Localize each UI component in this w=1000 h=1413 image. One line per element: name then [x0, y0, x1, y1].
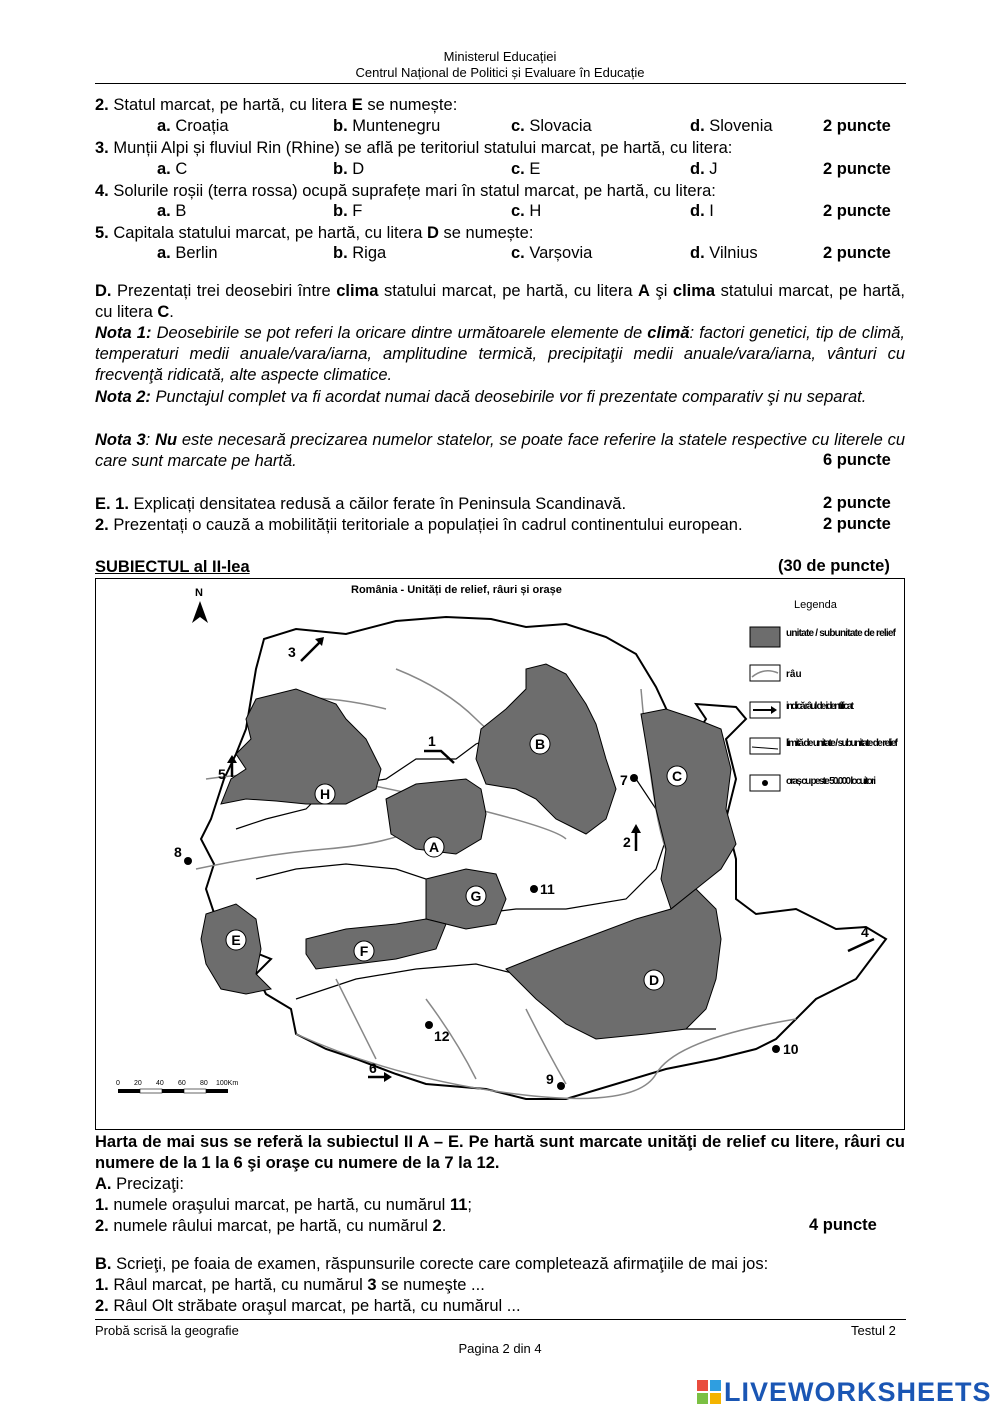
- liveworksheets-logo-icon: [697, 1380, 721, 1404]
- section-b2-item-1: 1. Râul marcat, pe hartă, cu numărul 3 se numeşte ...: [95, 1276, 485, 1294]
- scale-label: 20: [134, 1080, 142, 1087]
- river-number-6: 6: [369, 1060, 377, 1076]
- river-number-1: 1: [428, 733, 436, 749]
- legend-title: Legenda: [794, 599, 837, 611]
- question-5: 5. Capitala statului marcat, pe hartă, cu litera D se numește:: [95, 224, 534, 242]
- romania-map: [95, 578, 905, 1130]
- q4-points: 2 puncte: [823, 202, 891, 220]
- city-number-8: 8: [174, 844, 182, 860]
- footer-right: Testul 2: [851, 1323, 896, 1338]
- section-e-q1-points: 2 puncte: [823, 494, 891, 512]
- city-dot: [557, 1082, 565, 1090]
- footer-rule: [95, 1319, 906, 1320]
- city-dot: [530, 885, 538, 893]
- question-4: 4. Solurile roșii (terra rossa) ocupă suprafețe mari în statul marcat, pe hartă, cu litera:: [95, 182, 716, 200]
- q3-points: 2 puncte: [823, 160, 891, 178]
- q3-option-d[interactable]: d. J: [690, 160, 718, 178]
- q5-option-a[interactable]: a. Berlin: [157, 244, 218, 262]
- map-drawing: [96, 579, 904, 1129]
- relief-letter-E: E: [231, 932, 241, 948]
- q2-option-d[interactable]: d. Slovenia: [690, 117, 773, 135]
- q5-option-c[interactable]: c. Varșovia: [511, 244, 593, 262]
- river-number-2: 2: [623, 834, 631, 850]
- relief-letter-G: G: [470, 888, 482, 904]
- relief-letter-C: C: [671, 768, 683, 784]
- north-label: N: [195, 587, 203, 599]
- q4-option-b[interactable]: b. F: [333, 202, 363, 220]
- scale-label: 80: [200, 1080, 208, 1087]
- north-arrow-icon: [192, 601, 208, 623]
- relief-letter-B: B: [534, 736, 546, 752]
- footer-left: Probă scrisă la geografie: [95, 1323, 239, 1338]
- header-rule: [95, 83, 906, 84]
- city-dot: [772, 1045, 780, 1053]
- city-dot: [630, 774, 638, 782]
- legend-river-label: râu: [786, 669, 802, 680]
- q4-option-c[interactable]: c. H: [511, 202, 542, 220]
- legend-river-swatch: [750, 665, 780, 681]
- scale-bar: [118, 1089, 228, 1093]
- relief-letter-F: F: [359, 943, 369, 959]
- city-number-10: 10: [783, 1041, 799, 1057]
- scale-label: 60: [178, 1080, 186, 1087]
- q5-points: 2 puncte: [823, 244, 891, 262]
- scale-label: 0: [116, 1080, 120, 1087]
- section-d-question: D. Prezentați trei deosebiri între clima statului marcat, pe hartă, cu litera A şi clima statului marcat, pe hartă, cu litera C.: [95, 282, 905, 321]
- question-3: 3. Munții Alpi și fluviul Rin (Rhine) se află pe teritoriul statului marcat, pe hartă, cu litera:: [95, 139, 733, 157]
- q5-option-b[interactable]: b. Riga: [333, 244, 387, 262]
- q2-points: 2 puncte: [823, 117, 891, 135]
- legend-relief-swatch: [750, 627, 780, 647]
- scale-label: 100Km: [216, 1080, 239, 1087]
- map-title: România - Unități de relief, râuri și orașe: [351, 584, 562, 596]
- section-a2-item-2: 2. numele râului marcat, pe hartă, cu numărul 2.: [95, 1217, 447, 1235]
- section-d-nota-3: Nota 3: Nu este necesară precizarea numelor statelor, se poate face referire la statele respective cu literele cu care sunt marcate pe hartă.: [95, 431, 905, 470]
- section-a2-points: 4 puncte: [809, 1216, 877, 1234]
- scale-bar-segment: [184, 1089, 206, 1093]
- relief-letter-D: D: [648, 972, 660, 988]
- q4-option-a[interactable]: a. B: [157, 202, 187, 220]
- q2-option-b[interactable]: b. Muntenegru: [333, 117, 441, 135]
- footer-page: Pagina 2 din 4: [458, 1341, 542, 1356]
- scale-label: 40: [156, 1080, 164, 1087]
- relief-letter-A: A: [428, 839, 440, 855]
- arrow-head-icon: [384, 1072, 392, 1082]
- q5-option-d[interactable]: d. Vilnius: [690, 244, 758, 262]
- map-caption: Harta de mai sus se referă la subiectul II A – E. Pe hartă sunt marcate unităţi de relief cu litere, râuri cu numere de la 1 la 6 şi oraşe cu numere de la 7 la 12.: [95, 1133, 905, 1172]
- section-d-points: 6 puncte: [823, 451, 891, 469]
- legend-boundary-swatch: [750, 738, 780, 754]
- city-number-11: 11: [540, 881, 555, 897]
- section-e-q2: 2. Prezentați o cauză a mobilității teritoriale a populației în cadrul continentului european.: [95, 516, 743, 534]
- section-d-nota-1: Nota 1: Deosebirile se pot referi la oricare dintre următoarele elemente de climă: factori genetici, tip de climă, temperaturi medii anuale/vara/iarna, amplitudine termică, precipitaţii medii anuale/vara/iarna, vânturi cu frecvenţă ridicată, alte aspecte climatice.: [95, 324, 906, 384]
- legend-relief-label: unitate / subunitate de relief: [786, 628, 896, 639]
- header-ministry: Ministerul Educației: [443, 49, 557, 64]
- city-number-7: 7: [620, 772, 628, 788]
- q4-option-d[interactable]: d. I: [690, 202, 714, 220]
- city-number-12: 12: [434, 1028, 450, 1044]
- section-b2-title: B. Scrieţi, pe foaia de examen, răspunsurile corecte care completează afirmaţiile de mai jos:: [95, 1255, 769, 1273]
- river-number-5: 5: [218, 766, 226, 782]
- city-dot: [425, 1021, 433, 1029]
- section-e-q1: E. 1. Explicați densitatea redusă a căilor ferate în Peninsula Scandinavă.: [95, 495, 627, 513]
- subject-2-title: SUBIECTUL al II-lea: [95, 558, 250, 576]
- section-a2-item-1: 1. numele oraşului marcat, pe hartă, cu numărul 11;: [95, 1196, 472, 1214]
- legend-boundary-label: limită de unitate / subunitate de relief: [786, 738, 898, 749]
- legend-city-dot: [762, 780, 768, 786]
- q3-option-b[interactable]: b. D: [333, 160, 365, 178]
- q2-option-a[interactable]: a. Croația: [157, 117, 229, 135]
- section-e-q2-points: 2 puncte: [823, 515, 891, 533]
- question-2: 2. Statul marcat, pe hartă, cu litera E se numește:: [95, 96, 458, 114]
- city-dot: [184, 857, 192, 865]
- liveworksheets-brand[interactable]: LIVEWORKSHEETS: [724, 1377, 992, 1407]
- q3-option-a[interactable]: a. C: [157, 160, 188, 178]
- header-center: Centrul Național de Politici și Evaluare în Educație: [355, 65, 645, 80]
- q2-option-c[interactable]: c. Slovacia: [511, 117, 592, 135]
- subject-2-points: (30 de puncte): [778, 557, 890, 575]
- section-a2-title: A. Precizaţi:: [95, 1175, 184, 1193]
- legend-arrow-label: indică râul de identificat: [786, 701, 854, 712]
- scale-bar-segment: [140, 1089, 162, 1093]
- river-number-3: 3: [288, 644, 296, 660]
- q3-option-c[interactable]: c. E: [511, 160, 541, 178]
- city-number-9: 9: [546, 1071, 554, 1087]
- relief-letter-H: H: [319, 786, 331, 802]
- legend-city-label: oraș cu peste 50.000 locuitori: [786, 776, 876, 787]
- section-b2-item-2: 2. Râul Olt străbate oraşul marcat, pe hartă, cu numărul ...: [95, 1297, 521, 1315]
- section-d-nota-2: Nota 2: Punctajul complet va fi acordat numai dacă deosebirile vor fi prezentate comparativ şi nu separat.: [95, 388, 867, 406]
- river-number-4: 4: [861, 924, 869, 940]
